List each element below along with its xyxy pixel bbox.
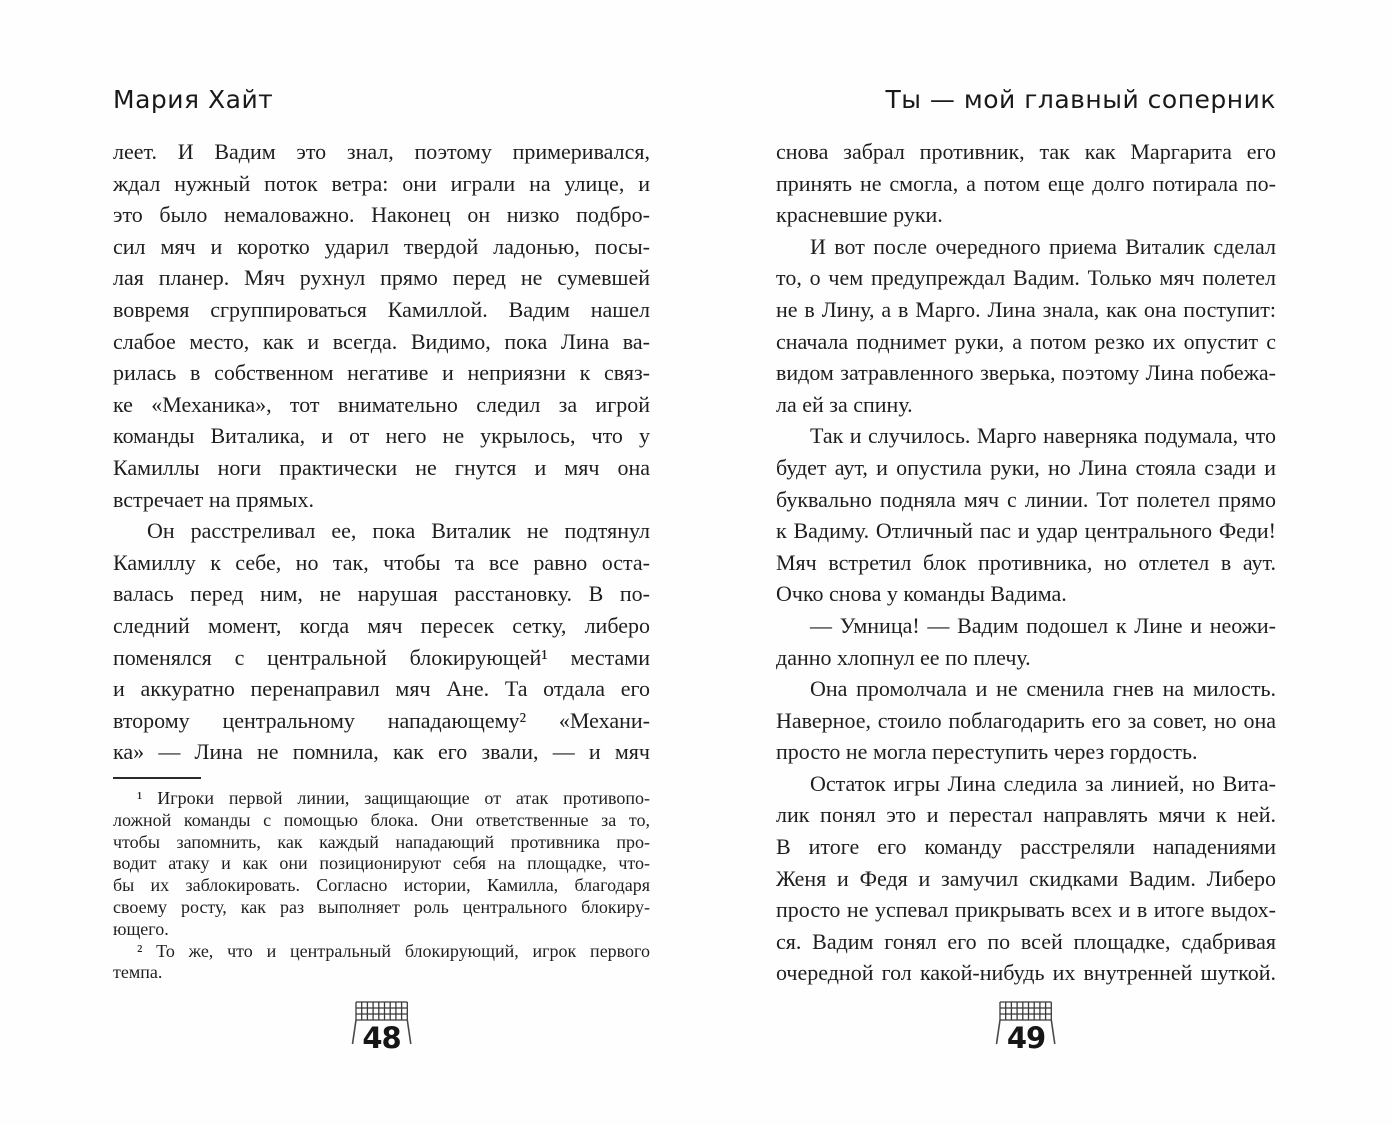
text-line: Камиллу к себе, но так, чтобы та все равно оста- [113, 549, 650, 575]
left-body-text [113, 136, 650, 768]
text-line: встречает на прямых. [113, 486, 314, 512]
text-line: Очко снова у команды Вадима. [776, 581, 1067, 607]
footnote-line: своему росту, как раз выполняет роль центрального блокиру- [113, 896, 650, 917]
text-line: ке «Механика», тот внимательно следил за игрой [113, 391, 650, 417]
text-line: валась перед ним, не нарушая расстановку. В по- [113, 581, 650, 607]
text-line: и аккуратно перенаправил мяч Ане. Та отдала его [113, 676, 650, 702]
text-line: команды Виталика, и от него не укрылось, что у [113, 423, 650, 449]
text-line: слабое место, как и всегда. Видимо, пока Лина ва- [113, 328, 650, 354]
text-line: леет. И Вадим это знал, поэтому примеривался, [113, 139, 650, 164]
text-line: рилась в собственном негативе и неприязни к связ- [113, 360, 650, 386]
text-line: Наверное, стоило поблагодарить его за совет, но она [776, 707, 1276, 733]
text-line: ка» — Лина не помнила, как его звали, — и мяч [113, 739, 650, 765]
text-line: Он расстреливал ее, пока Виталик не подтянул [147, 518, 650, 544]
footnote-line: ¹ Игроки первой линии, защищающие от атак противопо- [137, 788, 650, 808]
text-line: ждал нужный поток ветра: они играли на улице, и [113, 170, 650, 196]
text-line: Остаток игры Лина следила за линией, но Вита- [810, 770, 1276, 796]
text-line: лая планер. Мяч рухнул прямо перед не сумевшей [113, 265, 650, 291]
text-line: следний момент, когда мяч пересек сетку, либеро [113, 612, 650, 638]
text-line: то, о чем предупреждал Вадим. Только мяч полетел [776, 265, 1276, 291]
right-page-footer [776, 1001, 1276, 1053]
text-line: видом затравленного зверька, поэтому Лина побежа- [776, 360, 1276, 386]
page-number: 48 [362, 1021, 401, 1055]
text-line: очередной гол какой-нибудь их внутренней шуткой. [776, 960, 1276, 986]
text-line: ся. Вадим гонял его по всей площадке, сдабривая [776, 928, 1276, 954]
text-line: второму центральному нападающему² «Механи- [113, 707, 650, 733]
footnote-separator [113, 777, 201, 779]
footnote-line: ² То же, что и центральный блокирующий, игрок первого [137, 940, 650, 961]
footnote-line: темпа. [113, 962, 163, 983]
footnote-line: чтобы запомнить, как каждый нападающий противника про- [113, 831, 650, 852]
text-line: будет аут, и опустила руки, но Лина стояла сзади и [776, 454, 1276, 480]
text-line: снова забрал противник, так как Маргарита его [776, 139, 1276, 164]
text-line: вовремя сгруппироваться Камиллой. Вадим нашел [113, 296, 650, 322]
text-line: просто не могла переступить через гордость. [776, 739, 1198, 765]
text-line: к Вадиму. Отличный пас и удар центрального Феди! [776, 518, 1276, 544]
text-line: Мяч встретил блок противника, но отлетел в аут. [776, 549, 1276, 575]
text-line: — Умница! — Вадим подошел к Лине и неожи- [810, 612, 1276, 638]
book-page-left [113, 0, 650, 1125]
text-line: поменялся с центральной блокирующей¹ местами [113, 644, 650, 670]
book-page-right [776, 0, 1276, 1125]
text-line: Камиллы ноги практически не гнутся и мяч она [113, 454, 650, 480]
text-line: лик понял это и перестал направлять мячи к ней. [776, 802, 1276, 828]
text-line: данно хлопнул ее по плечу. [776, 644, 1031, 670]
left-page-footer [113, 1001, 650, 1053]
left-footnotes [113, 788, 650, 984]
text-line: В итоге его команду расстреляли нападениями [776, 834, 1276, 860]
text-line: Она промолчала и не сменила гнев на милость. [810, 676, 1276, 702]
text-line: принять не смогла, а потом еще долго потирала по- [776, 170, 1276, 196]
text-line: ла ей за спину. [776, 391, 913, 417]
page-number: 49 [1006, 1021, 1046, 1055]
text-line: просто не успевал прикрывать всех и в итоге выдох- [776, 897, 1276, 923]
text-line: И вот после очередного приема Виталик сделал [810, 233, 1276, 259]
text-line: буквально подняла мяч с линии. Тот полетел прямо [776, 486, 1276, 512]
footnote-line: бы их заблокировать. Согласно истории, Камилла, благодаря [113, 875, 650, 896]
footnote-line: водит атаку и как они позиционируют себя на площадке, что- [113, 853, 650, 874]
running-header-author: Мария Хайт [113, 85, 274, 114]
text-line: не в Лину, а в Марго. Лина знала, как она поступит: [776, 296, 1276, 322]
text-line: красневшие руки. [776, 202, 943, 228]
text-line: это было немаловажно. Наконец он низко подбро- [113, 202, 650, 228]
footnote-line: ложной команды с помощью блока. Они ответственные за то, [113, 809, 650, 830]
text-line: сначала поднимет руки, а потом резко их опустит с [776, 328, 1276, 354]
text-line: Так и случилось. Марго наверняка подумала, что [810, 423, 1276, 449]
right-body-text [776, 136, 1276, 989]
text-line: сил мяч и коротко ударил твердой ладонью, посы- [113, 233, 650, 259]
text-line: Женя и Федя и замучил скидками Вадим. Либеро [776, 865, 1276, 891]
running-header-title: Ты — мой главный соперник [885, 85, 1276, 114]
footnote-line: ющего. [113, 918, 169, 939]
